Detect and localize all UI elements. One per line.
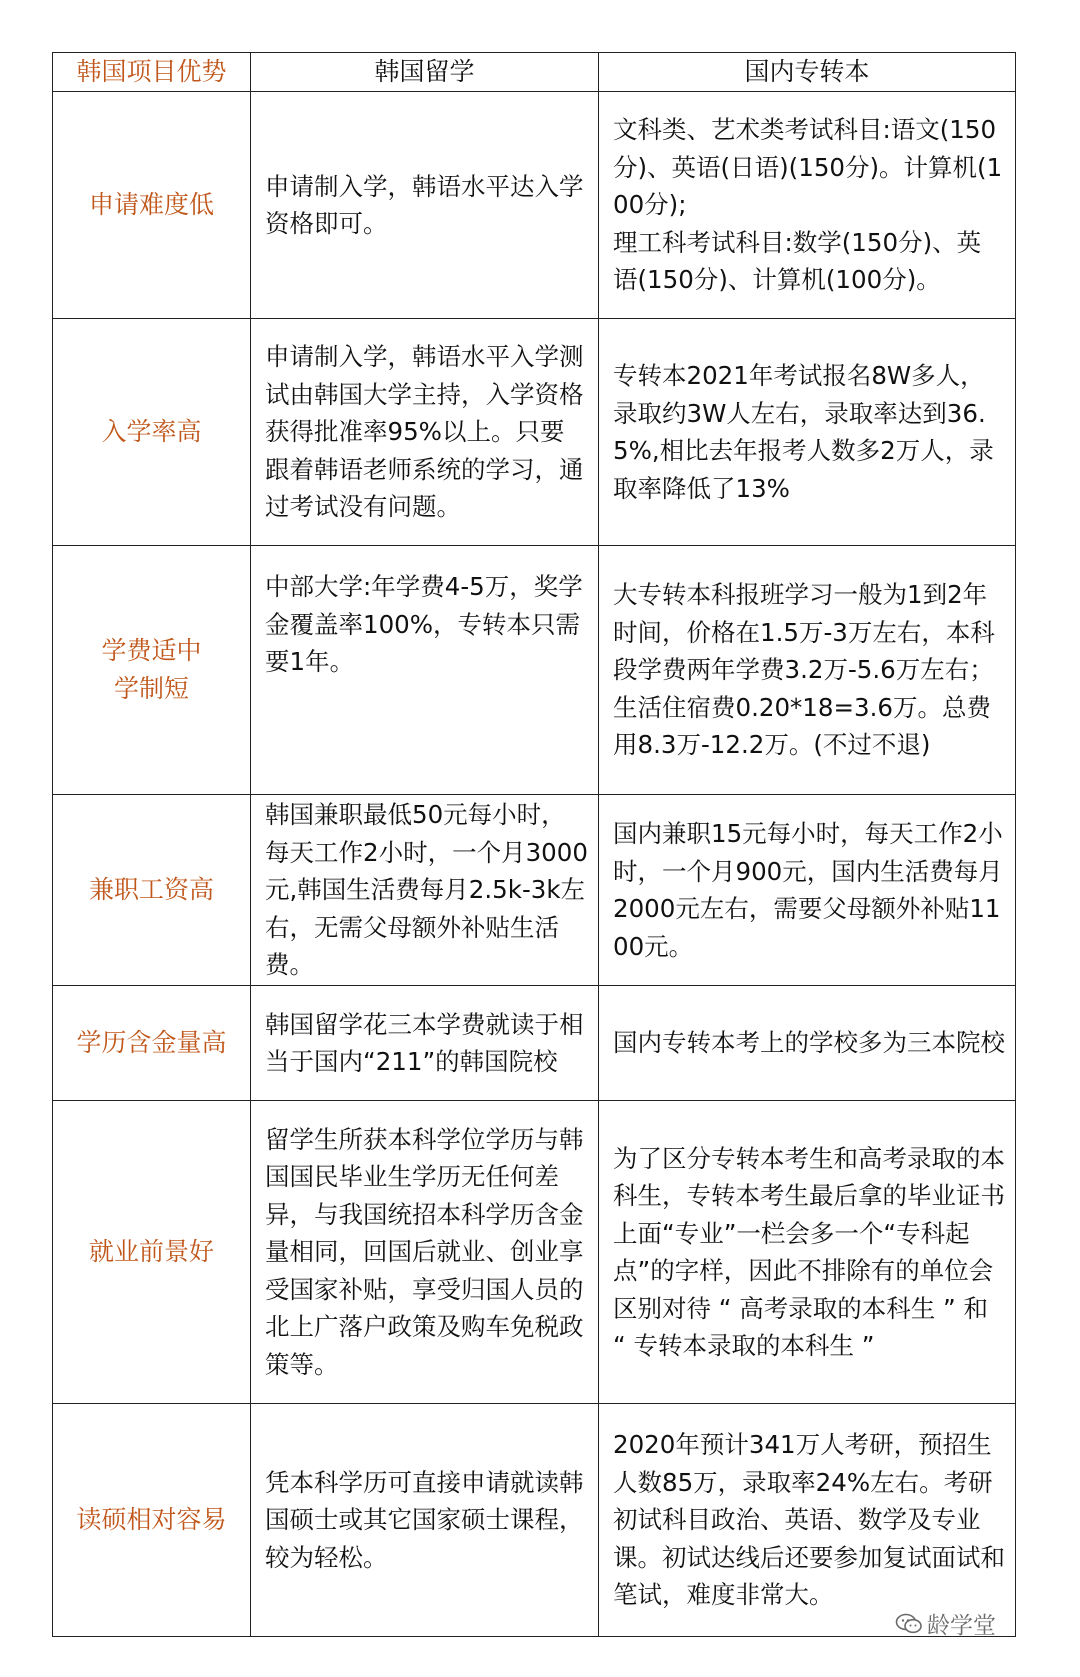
row-label: 学费适中 学制短 — [53, 546, 251, 795]
domestic-cell: 国内专转本考上的学校多为三本院校 — [599, 986, 1016, 1101]
domestic-cell: 大专转本科报班学习一般为1到2年时间，价格在1.5万-3万左右，本科段学费两年学费3.2万-5.6万左右；生活住宿费0.20*18=3.6万。总费用8.3万-12.2万。(不过不退) — [599, 546, 1016, 795]
table-row — [53, 1404, 1016, 1637]
domestic-cell: 为了区分专转本考生和高考录取的本科生，专转本考生最后拿的毕业证书上面“专业”一栏会多一个“专科起点”的字样，因此不排除有的单位会区别对待 “ 高考录取的本科生 ” 和 “ 专转本录取的本科生 ” — [599, 1101, 1016, 1404]
row-label: 就业前景好 — [53, 1101, 251, 1404]
table-header-row — [53, 53, 1016, 92]
row-label: 读硕相对容易 — [53, 1404, 251, 1637]
row-label: 兼职工资高 — [53, 795, 251, 986]
row-label: 学历含金量高 — [53, 986, 251, 1101]
watermark-text: 龄学堂 — [927, 1613, 996, 1639]
table-row — [53, 92, 1016, 319]
row-label: 入学率高 — [53, 319, 251, 546]
table-row — [53, 1101, 1016, 1404]
watermark — [895, 1607, 996, 1640]
korea-cell: 中部大学:年学费4-5万，奖学金覆盖率100%，专转本只需要1年。 — [251, 546, 599, 795]
korea-cell: 申请制入学，韩语水平入学测试由韩国大学主持，入学资格获得批准率95%以上。只要跟着韩语老师系统的学习，通过考试没有问题。 — [251, 319, 599, 546]
domestic-cell: 文科类、艺术类考试科目:语文(150分)、英语(日语)(150分)。计算机(100分); 理工科考试科目:数学(150分)、英语(150分)、计算机(100分)。 — [599, 92, 1016, 319]
header-domestic-upgrade: 国内专转本 — [599, 53, 1016, 92]
korea-cell: 凭本科学历可直接申请就读韩国硕士或其它国家硕士课程，较为轻松。 — [251, 1404, 599, 1637]
header-korea-study: 韩国留学 — [251, 53, 599, 92]
row-label: 申请难度低 — [53, 92, 251, 319]
korea-cell: 留学生所获本科学位学历与韩国国民毕业生学历无任何差异，与我国统招本科学历含金量相同，回国后就业、创业享受国家补贴，享受归国人员的北上广落户政策及购车免税政策等。 — [251, 1101, 599, 1404]
table-row — [53, 795, 1016, 986]
korea-cell: 韩国留学花三本学费就读于相当于国内“211”的韩国院校 — [251, 986, 599, 1101]
header-advantage: 韩国项目优势 — [53, 53, 251, 92]
domestic-cell: 国内兼职15元每小时，每天工作2小时，一个月900元，国内生活费每月2000元左右，需要父母额外补贴1100元。 — [599, 795, 1016, 986]
table-row — [53, 986, 1016, 1101]
table-row — [53, 319, 1016, 546]
table-row — [53, 546, 1016, 795]
domestic-cell: 2020年预计341万人考研，预招生人数85万，录取率24%左右。考研初试科目政治、英语、数学及专业课。初试达线后还要参加复试面试和笔试，难度非常大。 — [599, 1404, 1016, 1637]
wechat-icon — [895, 1612, 923, 1636]
domestic-cell: 专转本2021年考试报名8W多人，录取约3W人左右，录取率达到36.5%,相比去年报考人数多2万人，录取率降低了13% — [599, 319, 1016, 546]
korea-cell: 申请制入学，韩语水平达入学资格即可。 — [251, 92, 599, 319]
korea-cell: 韩国兼职最低50元每小时，每天工作2小时，一个月3000元,韩国生活费每月2.5k-3k左右，无需父母额外补贴生活费。 — [251, 795, 599, 986]
comparison-table — [52, 52, 1016, 1637]
